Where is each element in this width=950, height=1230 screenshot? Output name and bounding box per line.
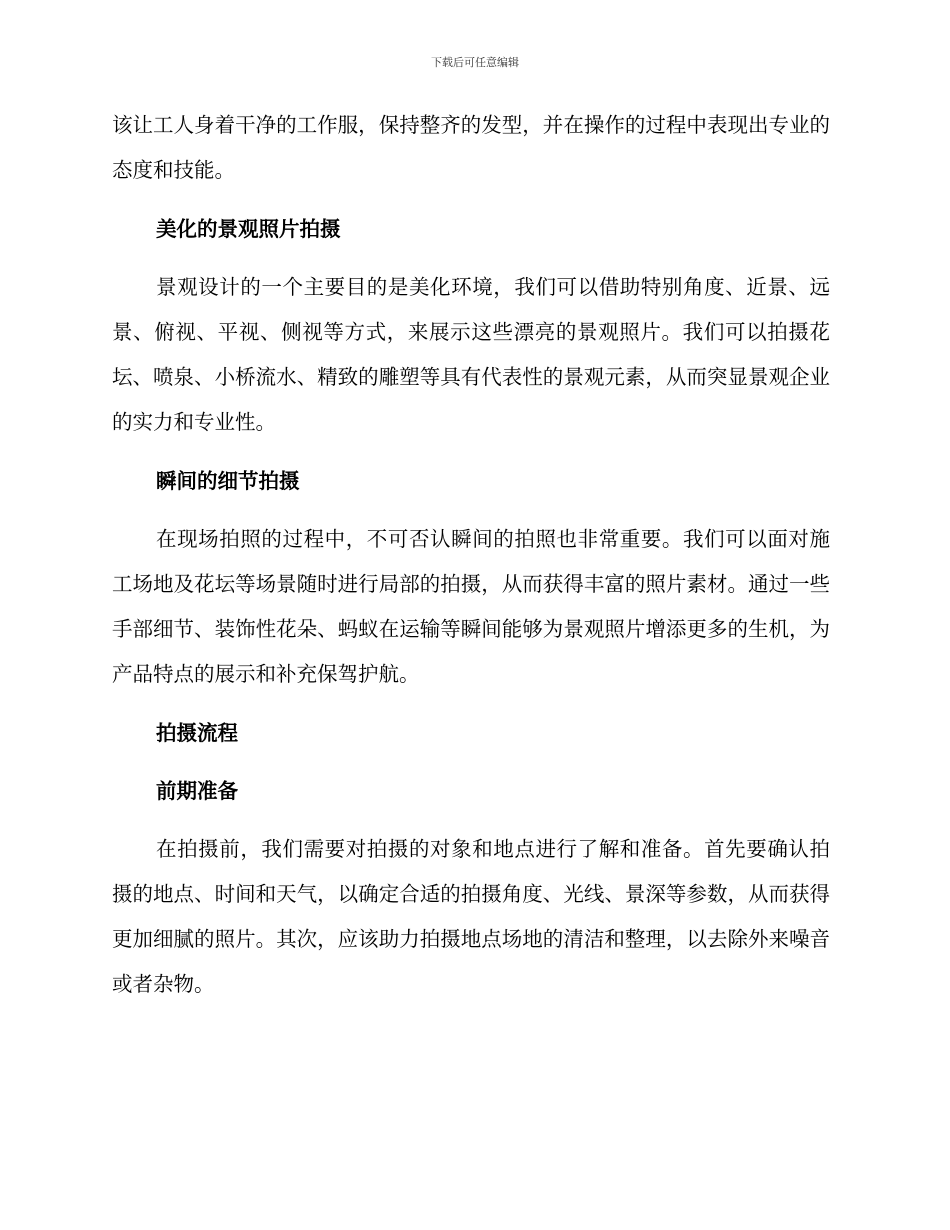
section-heading-shooting-process: 拍摄流程 bbox=[156, 721, 238, 745]
document-body bbox=[112, 103, 830, 1021]
subsection-heading-preparation: 前期准备 bbox=[156, 779, 238, 803]
paragraph-landscape-photos: 景观设计的一个主要目的是美化环境，我们可以借助特别角度、近景、远景、俯视、平视、侧视等方式，来展示这些漂亮的景观照片。我们可以拍摄花坛、喷泉、小桥流水、精致的雕塑等具有代表性的景观元素，从而突显景观企业的实力和专业性。 bbox=[112, 275, 830, 434]
section-heading-detail-shots: 瞬间的细节拍摄 bbox=[156, 469, 300, 493]
paragraph-detail-shots: 在现场拍照的过程中，不可否认瞬间的拍照也非常重要。我们可以面对施工场地及花坛等场景随时进行局部的拍摄，从而获得丰富的照片素材。通过一些手部细节、装饰性花朵、蚂蚁在运输等瞬间能够为景观照片增添更多的生机，为产品特点的展示和补充保驾护航。 bbox=[112, 527, 830, 686]
header-note: 下载后可任意编辑 bbox=[431, 56, 519, 69]
section-heading-landscape-photos: 美化的景观照片拍摄 bbox=[156, 217, 341, 241]
paragraph-continued: 该让工人身着干净的工作服，保持整齐的发型，并在操作的过程中表现出专业的态度和技能。 bbox=[112, 113, 830, 182]
paragraph-preparation: 在拍摄前，我们需要对拍摄的对象和地点进行了解和准备。首先要确认拍摄的地点、时间和天气，以确定合适的拍摄角度、光线、景深等参数，从而获得更加细腻的照片。其次，应该助力拍摄地点场地的清洁和整理，以去除外来噪音或者杂物。 bbox=[112, 837, 830, 996]
